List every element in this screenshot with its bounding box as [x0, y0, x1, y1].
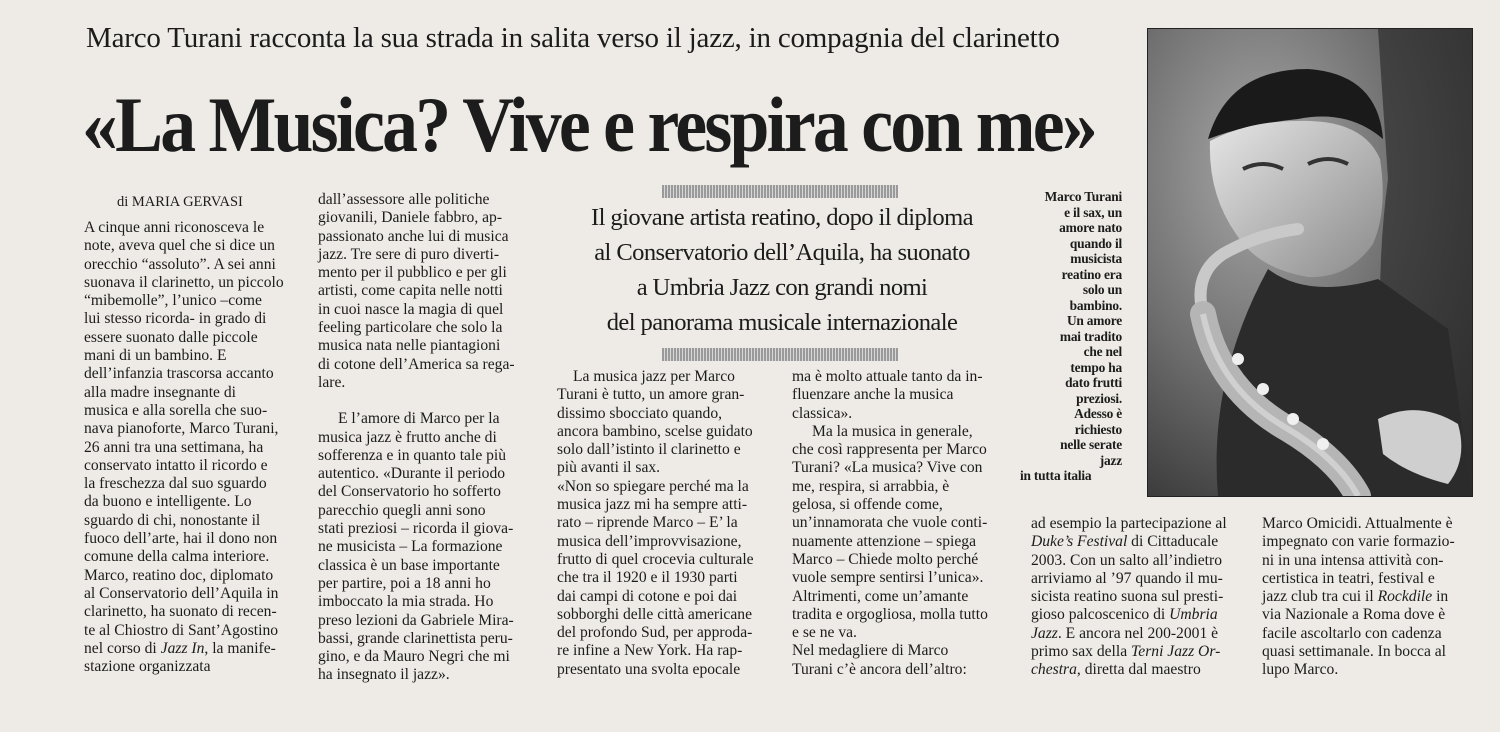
- text-line: via Nazionale a Roma dove è: [1262, 606, 1446, 624]
- text-line: re infine a New York. Ha rap-: [557, 642, 743, 660]
- text-line: musica nata nelle piantagioni: [318, 337, 501, 355]
- text-line: classica è un base importante: [318, 556, 500, 574]
- text-line: Altrimenti, come un’amante: [792, 587, 969, 605]
- text-line: lui stesso ricorda- in grado di: [84, 310, 267, 328]
- text-line: Marco Omicidi. Attualmente è: [1262, 515, 1453, 532]
- text-line: nuamente attenzione – spiega: [792, 532, 977, 550]
- saxophonist-illustration: [1148, 29, 1472, 496]
- text-line: feeling particolare che solo la: [318, 319, 503, 337]
- kicker: Marco Turani racconta la sua strada in salita verso il jazz, in compagnia del clarinetto: [86, 22, 1060, 54]
- text-line: suonava il clarinetto, un piccolo: [84, 273, 284, 291]
- text-line: per partire, poi a 18 anni ho: [318, 574, 491, 592]
- text-line: Marco, reatino doc, diplomato: [84, 566, 274, 584]
- caption-line: e il sax, un: [1064, 204, 1122, 220]
- text-line: di cotone dell’America sa rega-: [318, 355, 515, 373]
- text-line: dell’infanzia trascorsa accanto: [84, 365, 274, 383]
- text-line: rato – riprende Marco – E’ la: [557, 514, 738, 532]
- caption-line: jazz: [1099, 452, 1122, 468]
- caption-line: bambino.: [1069, 297, 1122, 313]
- caption-line: amore nato: [1059, 220, 1122, 235]
- text-line: mani di un bambino. E: [84, 347, 227, 365]
- text-line: chestra, diretta dal maestro: [1031, 661, 1201, 679]
- caption-line: richiesto: [1074, 421, 1122, 437]
- text-line: lupo Marco.: [1262, 661, 1339, 679]
- text-line: Jazz. E ancora nel 200-2001 è: [1031, 624, 1219, 642]
- musician-photo: [1147, 28, 1473, 497]
- text-line: gioso palcoscenico di Umbria: [1031, 606, 1218, 624]
- text-line: vuole sempre sentirsi l’unica».: [792, 569, 984, 587]
- text-line: parecchio quegli anni sono: [318, 501, 486, 519]
- text-line: preso lezioni da Gabriele Mira-: [318, 611, 514, 629]
- headline: «La Musica? Vive e respira con me»: [82, 81, 1095, 168]
- text-line: me, respira, si arrabbia, è: [792, 477, 950, 495]
- text-line: sofferenza e in quanto tale più: [318, 446, 507, 464]
- caption-line: solo un: [1082, 282, 1122, 297]
- paragraph: [318, 191, 540, 392]
- article-column-4: [792, 368, 1022, 679]
- text-line: nava pianoforte, Marco Turani,: [84, 420, 279, 438]
- caption-line: dato frutti: [1065, 375, 1122, 390]
- text-line: orecchio “assoluto”. A sei anni: [84, 255, 276, 273]
- club-name: Rockdile: [1377, 588, 1433, 606]
- deck-line: Il giovane artista reatino, dopo il diploma: [591, 204, 973, 231]
- text-line: Turani c’è ancora dell’altro:: [792, 660, 967, 678]
- text-line: A cinque anni riconosceva le: [84, 219, 265, 236]
- text-line: mento per il pubblico e per gli: [318, 264, 507, 282]
- deck-line: a Umbria Jazz con grandi nomi: [636, 274, 928, 301]
- byline: di MARIA GERVASI: [117, 194, 243, 210]
- text-line: facile ascoltarlo con cadenza: [1262, 624, 1442, 642]
- text-line: ni in una intensa attività con-: [1262, 551, 1444, 569]
- text-line: clarinetto, ha suonato di recen-: [84, 603, 277, 621]
- text-line: classica».: [792, 404, 853, 422]
- text-line: sicista reatino suona sul presti-: [1031, 588, 1224, 606]
- text-line: quasi settimanale. In bocca al: [1262, 643, 1447, 661]
- caption-line: Un amore: [1066, 313, 1122, 328]
- caption-line: mai tradito: [1059, 328, 1122, 344]
- event-name: Jazz In: [160, 639, 205, 657]
- caption-line: nelle serate: [1060, 437, 1122, 452]
- text-line: te al Chiostro di Sant’Agostino: [84, 621, 279, 639]
- article-column-6: [1262, 515, 1484, 680]
- text-line: E l’amore di Marco per la: [338, 410, 500, 428]
- text-line: autentico. «Durante il periodo: [318, 465, 506, 483]
- caption-line: Marco Turani: [1044, 189, 1122, 204]
- caption-line: in tutta italia: [1020, 468, 1092, 483]
- text-line: stati preziosi – ricorda il giova-: [318, 520, 514, 538]
- text-line: Turani? «La musica? Vive con: [792, 459, 983, 477]
- text-line: Turani è tutto, un amore gran-: [557, 386, 745, 404]
- text-line: dall’assessore alle politiche: [318, 191, 490, 208]
- text-line: musica jazz mi ha sempre atti-: [557, 496, 748, 514]
- text-line: comune della calma interiore.: [84, 548, 270, 566]
- text-line: ne musicista – La formazione: [318, 538, 503, 556]
- text-line: lare.: [318, 373, 346, 391]
- text-line: presentato una svolta epocale: [557, 660, 741, 678]
- text-line: la freschezza dal suo sguardo: [84, 475, 267, 493]
- text-line: note, aveva quel che si dice un: [84, 237, 275, 255]
- text-line: fluenzare anche la musica: [792, 386, 954, 404]
- text-line: primo sax della Terni Jazz Or-: [1031, 643, 1221, 661]
- text-line: nel corso di Jazz In, la manife-: [84, 639, 276, 657]
- deck-line: del panorama musicale internazionale: [606, 309, 958, 336]
- text-line: ancora bambino, scelse guidato: [557, 422, 753, 440]
- text-line: tradita e orgogliosa, molla tutto: [792, 605, 988, 623]
- article-column-5: [1031, 515, 1256, 680]
- text-line: giovanili, Daniele fabbro, ap-: [318, 209, 503, 227]
- caption-line: tempo ha: [1070, 359, 1122, 375]
- text-line: arriviamo al ’97 quando il mu-: [1031, 569, 1223, 587]
- article-column-1: [84, 219, 302, 676]
- text-line: che così rappresenta per Marco: [792, 441, 987, 459]
- deck-rule-top: [662, 185, 898, 198]
- text-line: alla madre insegnante di: [84, 383, 236, 401]
- event-name: Duke’s Festival: [1031, 533, 1128, 551]
- text-line: un’innamorata che vuole conti-: [792, 514, 988, 532]
- caption-line: Adesso è: [1074, 406, 1122, 421]
- text-line: 26 anni tra una settimana, ha: [84, 438, 264, 456]
- deck-line: al Conservatorio dell’Aquila, ha suonato: [594, 239, 970, 266]
- deck-rule-bottom: [662, 348, 898, 361]
- text-line: musica e alla sorella che suo-: [84, 401, 268, 419]
- deck: [552, 200, 1012, 340]
- text-line: al Conservatorio dell’Aquila in: [84, 584, 279, 602]
- event-name: Jazz: [1031, 624, 1058, 642]
- text-line: Ma la musica in generale,: [812, 422, 973, 440]
- caption-line: quando il: [1069, 235, 1122, 251]
- text-line: jazz. Tre sere di puro diverti-: [318, 245, 500, 263]
- text-line: del profondo Sud, per approda-: [557, 624, 753, 642]
- text-line: gelosa, si offende come,: [792, 496, 943, 514]
- text-line: frutto di quel crocevia culturale: [557, 550, 754, 568]
- caption-line: musicista: [1070, 251, 1122, 266]
- text-line: che tra il 1920 e il 1930 parti: [557, 569, 738, 587]
- text-line: passionato anche lui di musica: [318, 227, 509, 245]
- text-line: Marco – Chiede molto perché: [792, 550, 979, 568]
- caption-line: reatino era: [1061, 266, 1122, 282]
- text-line: dai campi di cotone e poi dai: [557, 587, 738, 605]
- caption-line: preziosi.: [1076, 390, 1122, 406]
- text-line: e se ne va.: [792, 624, 857, 642]
- text-line: La musica jazz per Marco: [573, 368, 735, 385]
- text-line: solo dall’istinto il clarinetto e: [557, 441, 741, 459]
- text-line: “mibemolle”, l’unico –come: [84, 292, 262, 310]
- text-line: stazione organizzata: [84, 658, 211, 676]
- text-line: artisti, come capita nelle notti: [318, 282, 503, 300]
- caption-line: che nel: [1083, 344, 1122, 359]
- event-name: Umbria: [1169, 606, 1218, 624]
- text-line: impegnato con varie formazio-: [1262, 533, 1455, 551]
- text-line: fuoco dell’arte, hai il dono non: [84, 530, 278, 548]
- text-line: certistica in teatri, festival e: [1262, 569, 1435, 587]
- text-line: musica jazz è frutto anche di: [318, 428, 497, 446]
- orchestra-name: chestra: [1031, 661, 1077, 679]
- article-column-2: [318, 191, 540, 685]
- paragraph: [318, 410, 540, 684]
- text-line: sguardo di chi, nonostante il: [84, 511, 261, 529]
- text-line: jazz club tra cui il Rockdile in: [1262, 588, 1449, 606]
- text-line: essere suonato dalle piccole: [84, 328, 258, 346]
- text-line: del Conservatorio ho sofferto: [318, 483, 501, 501]
- text-line: «Non so spiegare perché ma la: [557, 477, 749, 495]
- orchestra-name: Terni Jazz Or-: [1131, 643, 1221, 661]
- text-line: musica dell’improvvisazione,: [557, 532, 742, 550]
- text-line: dissimo sbocciato quando,: [557, 404, 723, 422]
- text-line: conservato intatto il ricordo e: [84, 456, 268, 474]
- text-line: ad esempio la partecipazione al: [1031, 515, 1227, 532]
- text-line: sobborghi delle città americane: [557, 605, 752, 623]
- text-line: da buono e intelligente. Lo: [84, 493, 252, 511]
- article-column-3: [557, 368, 782, 679]
- text-line: Nel medagliere di Marco: [792, 642, 949, 660]
- text-line: 2003. Con un salto all’indietro: [1031, 551, 1223, 569]
- text-line: ma è molto attuale tanto da in-: [792, 368, 983, 385]
- text-line: in cuoi nasce la magia di quel: [318, 300, 504, 318]
- text-line: gino, e da Mauro Negri che mi: [318, 648, 510, 666]
- photo-caption: [1020, 189, 1122, 484]
- text-line: più avanti il sax.: [557, 459, 661, 477]
- text-line: imboccato la mia strada. Ho: [318, 593, 494, 611]
- text-line: ha insegnato il jazz».: [318, 666, 450, 684]
- text-line: Duke’s Festival di Cittaducale: [1031, 533, 1219, 551]
- text-line: bassi, grande clarinettista peru-: [318, 629, 513, 647]
